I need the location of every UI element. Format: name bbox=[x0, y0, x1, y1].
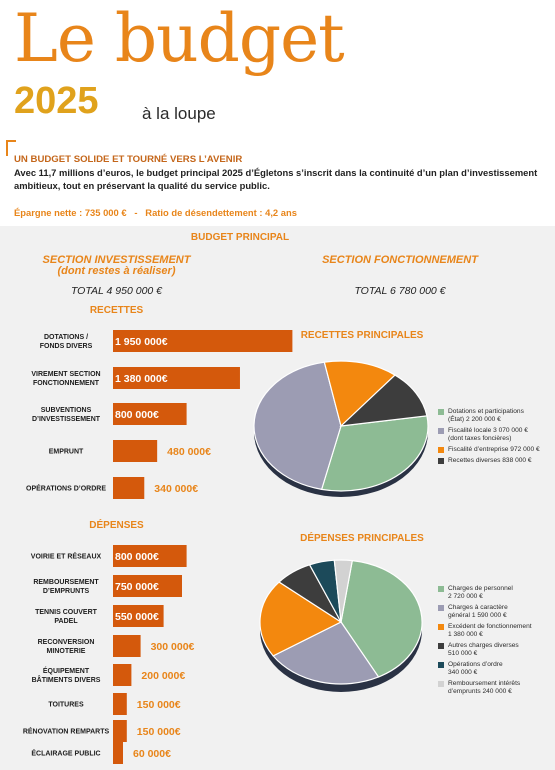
recettes-legend bbox=[438, 408, 550, 468]
section-investissement-subtitle: (dont restes à réaliser) bbox=[57, 265, 176, 277]
legend-label: Opérations d’ordre 340 000 € bbox=[448, 661, 503, 676]
recettes-bar bbox=[113, 477, 144, 499]
recettes-category-label: VIREMENT SECTION FONCTIONNEMENT bbox=[31, 371, 101, 387]
key-indicators: Épargne nette : 735 000 € - Ratio de désendettement : 4,2 ans bbox=[14, 207, 297, 218]
legend-label: Remboursement intérêts d’emprunts 240 000 € bbox=[448, 680, 521, 695]
legend-swatch bbox=[438, 662, 444, 668]
recettes-category-label: DOTATIONS / FONDS DIVERS bbox=[39, 334, 93, 350]
legend-swatch bbox=[438, 624, 444, 630]
intro-text: Avec 11,7 millions d’euros, le budget principal 2025 d’Égletons s’inscrit dans la continuité d’un plan d’investissement ambitieux, tout en préservant la qualité du service public. bbox=[14, 167, 538, 191]
depenses-value-label: 800 000€ bbox=[115, 551, 159, 563]
legend-item bbox=[438, 427, 550, 443]
depenses-category-label: RÉNOVATION REMPARTS bbox=[22, 728, 110, 736]
depenses-category-label: RECONVERSION MINOTERIE bbox=[37, 639, 95, 655]
recettes-value-label: 1 380 000€ bbox=[115, 373, 168, 385]
legend-swatch bbox=[438, 605, 444, 611]
legend-label: Charges de personnel 2 720 000 € bbox=[448, 585, 513, 600]
depenses-category-label: REMBOURSEMENT D’EMPRUNTS bbox=[33, 579, 99, 595]
recettes-title: RECETTES bbox=[89, 305, 144, 316]
intro-heading: UN BUDGET SOLIDE ET TOURNÉ VERS L’AVENIR bbox=[14, 154, 243, 165]
legend-label: Fiscalité locale 3 070 000 € (dont taxes foncières) bbox=[448, 427, 528, 442]
depenses-title: DÉPENSES bbox=[89, 520, 144, 531]
recettes-value-label: 800 000€ bbox=[115, 409, 159, 421]
depenses-bar bbox=[113, 664, 131, 686]
recettes-category-label: OPÉRATIONS D’ORDRE bbox=[26, 485, 106, 493]
recettes-pie-chart bbox=[254, 361, 428, 497]
depenses-value-label: 150 000€ bbox=[136, 726, 181, 738]
legend-item bbox=[438, 661, 550, 677]
recettes-value-label: 1 950 000€ bbox=[115, 336, 168, 348]
legend-item bbox=[438, 604, 550, 620]
legend-swatch bbox=[438, 447, 444, 453]
depenses-principales-title: DÉPENSES PRINCIPALES bbox=[300, 533, 424, 544]
legend-label: Charges à caractère général 1 590 000 € bbox=[448, 604, 508, 619]
depenses-bar-chart bbox=[23, 545, 195, 764]
depenses-bar bbox=[113, 742, 123, 764]
recettes-bar-chart bbox=[26, 330, 292, 499]
legend-label: Fiscalité d’entreprise 972 000 € bbox=[448, 446, 540, 453]
legend-swatch bbox=[438, 586, 444, 592]
budget-year: 2025 bbox=[14, 80, 99, 122]
legend-swatch bbox=[438, 428, 444, 434]
legend-item bbox=[438, 680, 550, 696]
depenses-bar bbox=[113, 635, 141, 657]
depenses-category-label: TENNIS COUVERT PADEL bbox=[35, 609, 97, 625]
depenses-value-label: 550 000€ bbox=[115, 611, 159, 623]
legend-swatch bbox=[438, 409, 444, 415]
depenses-bar bbox=[113, 693, 127, 715]
legend-swatch bbox=[438, 643, 444, 649]
section-investissement-title: SECTION INVESTISSEMENT bbox=[42, 254, 191, 266]
depenses-category-label: VOIRIE ET RÉSEAUX bbox=[30, 553, 102, 561]
recettes-pie-slice bbox=[254, 362, 341, 489]
legend-item bbox=[438, 642, 550, 658]
legend-label: Recettes diverses 838 000 € bbox=[448, 457, 532, 464]
recettes-value-label: 340 000€ bbox=[154, 483, 199, 495]
depenses-category-label: ÉQUIPEMENT BÂTIMENTS DIVERS bbox=[31, 668, 101, 684]
legend-swatch bbox=[438, 458, 444, 464]
depenses-category-label: ÉCLAIRAGE PUBLIC bbox=[31, 750, 101, 758]
legend-item bbox=[438, 408, 550, 424]
section-fonctionnement-title: SECTION FONCTIONNEMENT bbox=[322, 254, 478, 266]
page-subtitle: à la loupe bbox=[142, 104, 216, 123]
depenses-value-label: 300 000€ bbox=[150, 641, 195, 653]
legend-item bbox=[438, 446, 550, 454]
recettes-principales-title: RECETTES PRINCIPALES bbox=[300, 330, 424, 341]
depenses-value-label: 60 000€ bbox=[133, 748, 171, 760]
recettes-bar bbox=[113, 440, 157, 462]
legend-item bbox=[438, 585, 550, 601]
depenses-legend bbox=[438, 585, 550, 699]
legend-label: Autres charges diverses 510 000 € bbox=[448, 642, 519, 657]
depenses-value-label: 200 000€ bbox=[141, 670, 186, 682]
recettes-category-label: SUBVENTIONS D’INVESTISSEMENT bbox=[31, 407, 101, 423]
total-fonctionnement: TOTAL 6 780 000 € bbox=[354, 285, 446, 297]
legend-label: Excédent de fonctionnement 1 380 000 € bbox=[448, 623, 532, 638]
page-title: Le budget bbox=[14, 0, 344, 77]
budget-principal-title: BUDGET PRINCIPAL bbox=[190, 232, 290, 243]
depenses-pie-chart bbox=[260, 560, 422, 692]
legend-swatch bbox=[438, 681, 444, 687]
depenses-value-label: 750 000€ bbox=[115, 581, 159, 593]
legend-item bbox=[438, 623, 550, 639]
depenses-category-label: TOITURES bbox=[48, 701, 84, 709]
total-investissement: TOTAL 4 950 000 € bbox=[70, 285, 163, 297]
recettes-category-label: EMPRUNT bbox=[48, 448, 84, 456]
legend-item bbox=[438, 457, 550, 465]
recettes-value-label: 480 000€ bbox=[167, 446, 211, 458]
depenses-value-label: 150 000€ bbox=[136, 699, 181, 711]
depenses-bar bbox=[113, 720, 127, 742]
legend-label: Dotations et participations (État) 2 200 000 € bbox=[448, 408, 524, 423]
